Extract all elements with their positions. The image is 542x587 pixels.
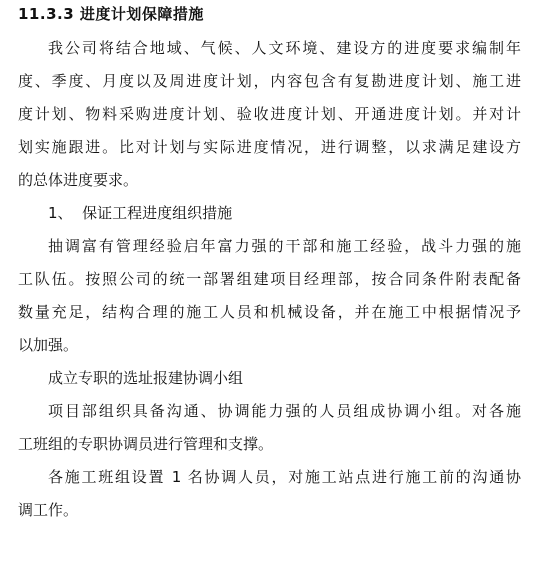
paragraph-3-line-1: 成立专职的选址报建协调小组 [48, 369, 244, 387]
paragraph-2-line-2: 工队伍。按照公司的统一部署组建项目经理部，按合同条件附表配备 [18, 270, 521, 288]
paragraph-5-line-1: 各施工班组设置 1 名协调人员，对施工站点进行施工前的沟通协 [48, 468, 521, 486]
paragraph-2-line-1: 抽调富有管理经验启年富力强的干部和施工经验，战斗力强的施 [48, 237, 521, 255]
paragraph-2-line-4: 以加强。 [18, 336, 79, 354]
paragraph-4-line-1: 项目部组织具备沟通、协调能力强的人员组成协调小组。对各施 [48, 402, 521, 420]
paragraph-5-line-2: 调工作。 [18, 501, 79, 519]
paragraph-1-line-4: 划实施跟进。比对计划与实际进度情况，进行调整，以求满足建设方 [18, 138, 521, 156]
paragraph-1-line-1: 我公司将结合地域、气候、人文环境、建设方的进度要求编制年 [48, 39, 521, 57]
paragraph-2-line-3: 数量充足，结构合理的施工人员和机械设备，并在施工中根据情况予 [18, 303, 521, 321]
paragraph-4-line-2: 工班组的专职协调员进行管理和支撑。 [18, 435, 274, 453]
paragraph-1-line-5: 的总体进度要求。 [18, 171, 139, 189]
paragraph-1-line-3: 度计划、物料采购进度计划、验收进度计划、开通进度计划。并对计 [18, 105, 521, 123]
subsection-heading: 1、 保证工程进度组织措施 [48, 204, 233, 222]
section-heading: 11.3.3 进度计划保障措施 [18, 5, 204, 23]
paragraph-1-line-2: 度、季度、月度以及周进度计划，内容包含有复勘进度计划、施工进 [18, 72, 521, 90]
